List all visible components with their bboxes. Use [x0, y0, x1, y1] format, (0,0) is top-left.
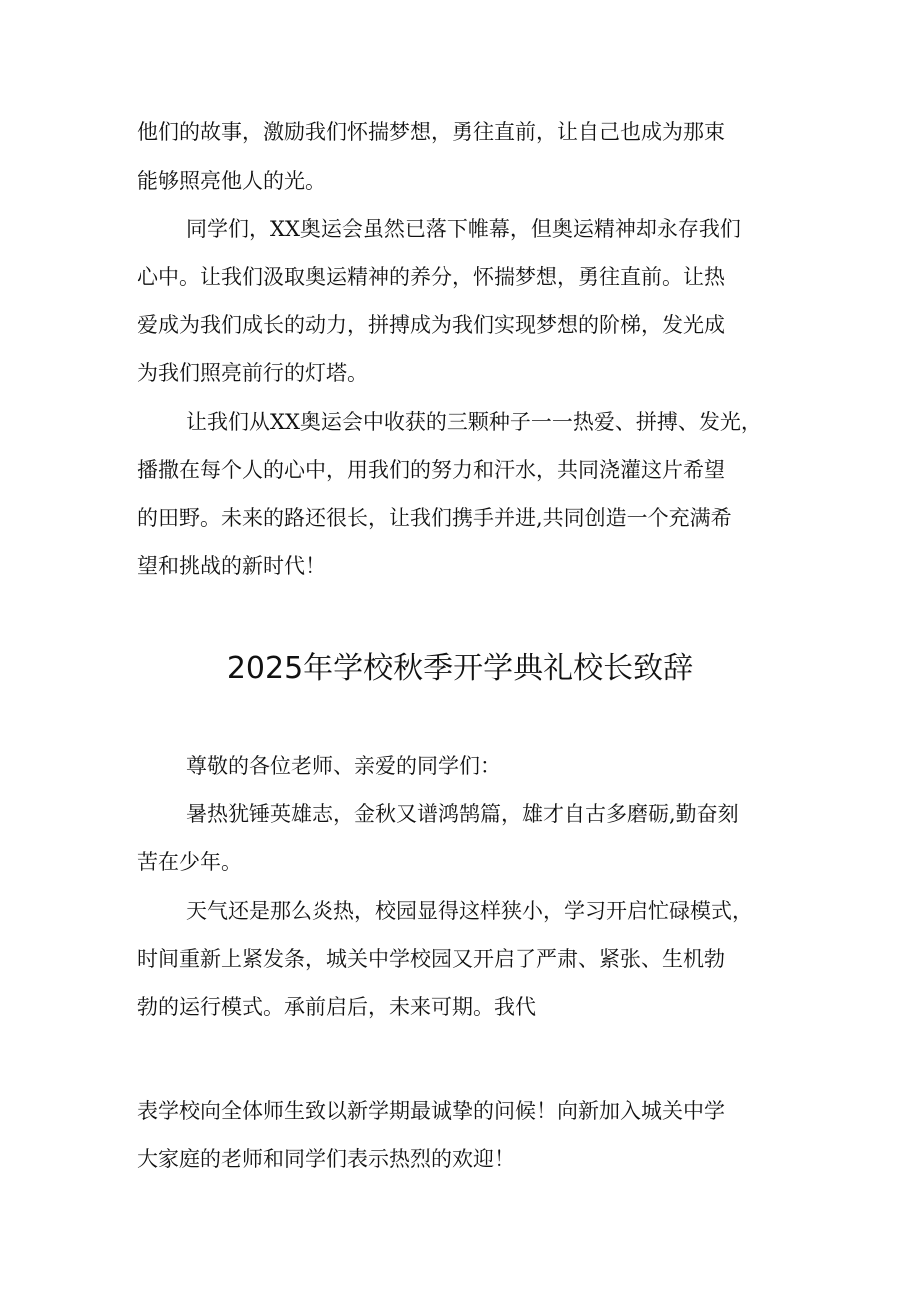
paragraph-line: 大家庭的老师和同学们表示热烈的欢迎！ [137, 1147, 515, 1171]
paragraph-line: 他们的故事，激励我们怀揣梦想，勇往直前，让自己也成为那束 [137, 120, 725, 144]
paragraph-line: 为我们照亮前行的灯塔。 [137, 361, 368, 385]
salutation: 尊敬的各位老师、亲爱的同学们： [186, 754, 501, 778]
paragraph-line: 播撒在每个人的心中，用我们的努力和汗水，共同浇灌这片希望 [137, 458, 725, 482]
paragraph-line: 苦在少年。 [137, 850, 242, 874]
paragraph-line: 表学校向全体师生致以新学期最诚挚的问候！向新加入城关中学 [137, 1099, 725, 1123]
paragraph-line: 心中。让我们汲取奥运精神的养分，怀揣梦想，勇往直前。让热 [137, 265, 725, 289]
document-title: 2025年学校秋季开学典礼校长致辞 [226, 651, 694, 686]
paragraph-line: 望和挑战的新时代！ [137, 554, 326, 578]
paragraph-line: 勃的运行模式。承前启后，未来可期。我代 [137, 995, 536, 1019]
paragraph-line: 天气还是那么炎热，校园显得这样狭小，学习开启忙碌模式， [186, 899, 753, 923]
paragraph-line: 让我们从XX奥运会中收获的三颗种子一一热爱、拼搏、发光， [186, 410, 762, 434]
paragraph-line: 同学们，XX奥运会虽然已落下帷幕，但奥运精神却永存我们 [186, 217, 741, 241]
paragraph-line: 暑热犹锤英雄志，金秋又谱鸿鹄篇，雄才自古多磨砺,勤奋刻 [186, 802, 739, 826]
paragraph-line: 能够照亮他人的光。 [137, 169, 326, 193]
paragraph-line: 时间重新上紧发条，城关中学校园又开启了严肃、紧张、生机勃 [137, 947, 725, 971]
paragraph-line: 爱成为我们成长的动力，拼搏成为我们实现梦想的阶梯，发光成 [137, 313, 725, 337]
paragraph-line: 的田野。未来的路还很长，让我们携手并进,共同创造一个充满希 [137, 506, 732, 530]
